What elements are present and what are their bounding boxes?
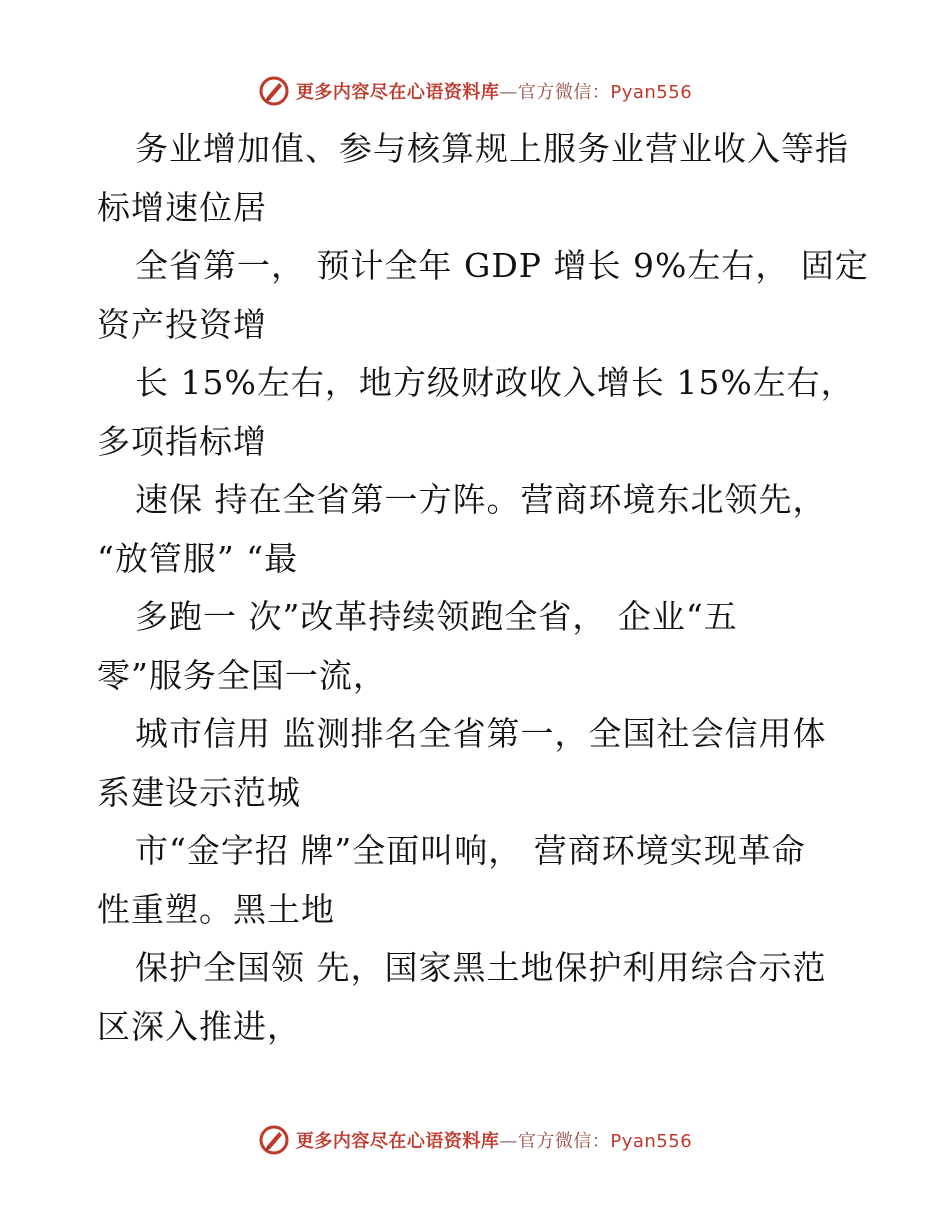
body-line: 全省第一， 预计全年 GDP 增长 9%左右， 固定 (135, 246, 869, 285)
header-main-text: 更多内容尽在心语资料库 (295, 82, 500, 103)
pen-logo-icon (258, 75, 290, 107)
footer-banner (0, 1120, 950, 1160)
body-line: 区深入推进， (97, 1006, 301, 1046)
body-line: 系建设示范城 (97, 772, 301, 812)
body-line: 标增速位居 (97, 187, 267, 227)
header-wechat-id: Pyan556 (610, 82, 693, 103)
footer-separator: — (499, 1131, 518, 1152)
body-line: 多项指标增 (97, 421, 267, 461)
footer-main-text: 更多内容尽在心语资料库 (295, 1131, 500, 1152)
body-line: 性重塑。黑土地 (97, 889, 335, 929)
footer-banner-text (296, 1127, 692, 1153)
body-line: 保护全国领 先，国家黑土地保护利用综合示范 (135, 948, 827, 987)
header-separator: — (499, 82, 518, 103)
body-line: 务业增加值、参与核算规上服务业营业收入等指 (135, 129, 849, 168)
footer-banner-inner (258, 1124, 692, 1156)
header-banner (0, 71, 950, 111)
body-line: 城市信用 监测排名全省第一，全国社会信用体 (135, 714, 827, 753)
body-line: “放管服” “最 (97, 538, 299, 578)
body-line: 长 15%左右，地方级财政收入增长 15%左右， (135, 363, 855, 402)
pen-logo-icon (258, 1124, 290, 1156)
document-body (97, 120, 867, 1056)
body-line: 多跑一 次”改革持续领跑全省， 企业“五 (135, 597, 738, 636)
header-banner-text (296, 78, 692, 104)
footer-wechat-id: Pyan556 (610, 1131, 693, 1152)
body-line: 资产投资增 (97, 304, 267, 344)
body-line: 零”服务全国一流， (97, 655, 387, 695)
body-line: 速保 持在全省第一方阵。营商环境东北领先， (135, 480, 827, 519)
header-banner-inner (258, 75, 692, 107)
header-wechat-label: 官方微信： (517, 82, 611, 103)
footer-wechat-label: 官方微信： (517, 1131, 611, 1152)
body-line: 市“金字招 牌”全面叫响， 营商环境实现革命 (135, 831, 806, 870)
